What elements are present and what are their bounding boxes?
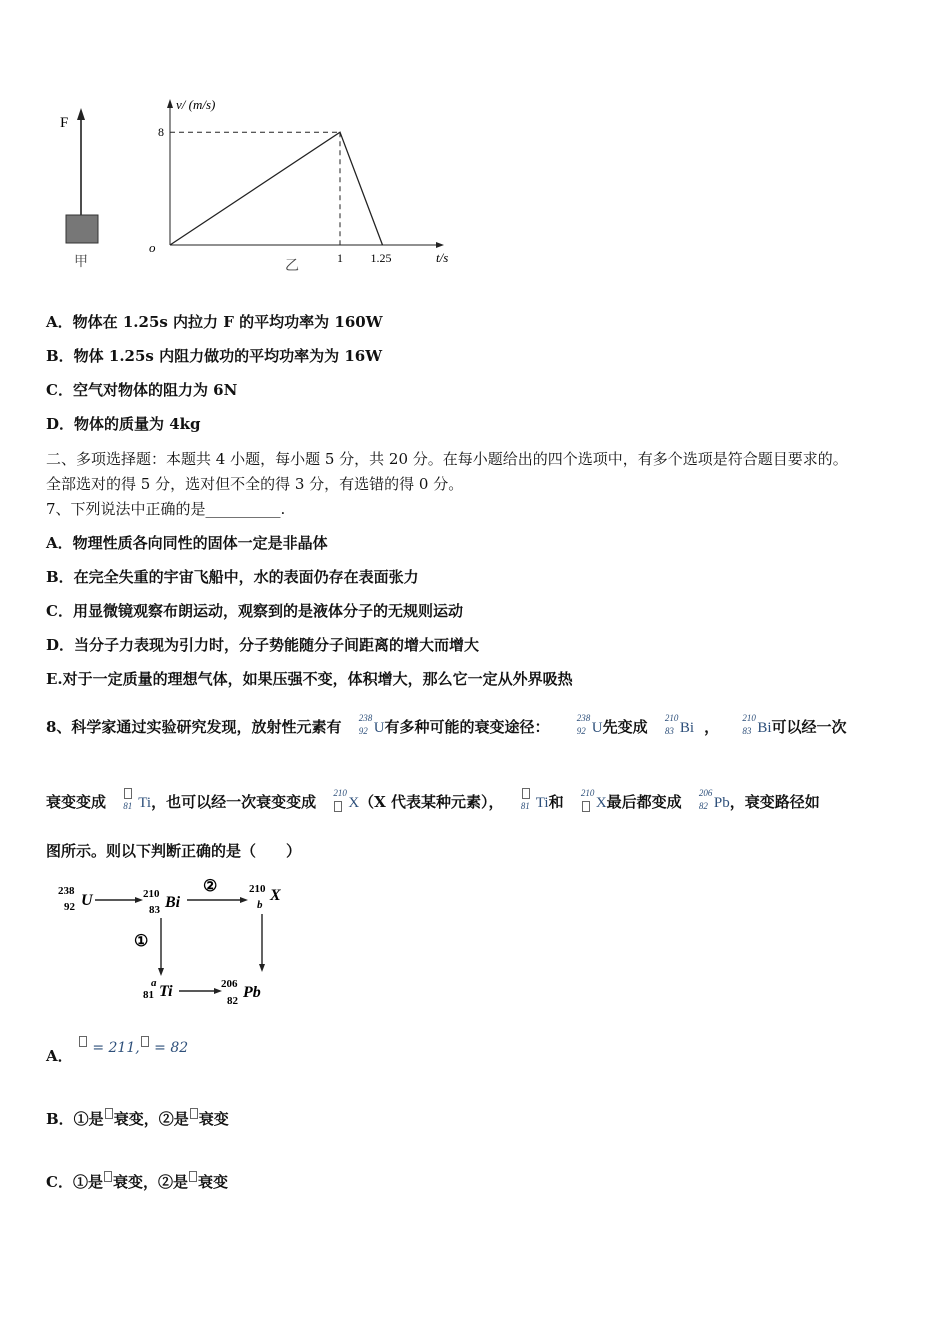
diagram-ti-symbol: Ti — [159, 983, 173, 1000]
isotope-bi210: 210 83 Bi — [664, 712, 695, 736]
isotope-u238-b: 238 92 U — [576, 712, 603, 736]
block — [66, 215, 98, 243]
q8-text-2e: 最后都变成 — [606, 793, 682, 811]
q8-option-c: C．①是 衰变，②是 衰变 — [46, 1173, 228, 1191]
diagram-bi-atomic: 83 — [149, 904, 160, 916]
diagram-ti-atomic: 81 — [143, 989, 154, 1001]
isotope-bi210-b: 210 83 Bi — [742, 712, 772, 736]
q8-line-3: 图所示。则以下判断正确的是（ ） — [46, 842, 302, 860]
missing-symbol-icon — [105, 1108, 113, 1119]
q8-text-2b: ，也可以经一次衰变变成 — [151, 793, 317, 811]
t-axis-arrow — [436, 242, 444, 248]
diagram-ti-mass: a — [151, 977, 157, 989]
q8-text-1c: 先变成 — [602, 718, 648, 736]
v-peak-tick-label: 8 — [158, 125, 164, 140]
q8-option-a-formula: = 211, = 82 — [78, 1040, 188, 1056]
origin-label: o — [149, 240, 156, 255]
diagram-pb-atomic: 82 — [227, 995, 238, 1007]
diagram-bi-symbol: Bi — [165, 894, 181, 911]
decay-path-diagram — [55, 870, 305, 1020]
velocity-series-line — [170, 132, 383, 245]
t1-tick-label: 1 — [337, 251, 343, 265]
q8-line-1 — [46, 712, 847, 737]
q8-text-2c: （X 代表某种元素）， — [359, 793, 504, 811]
q7-option-d: D．当分子力表现为引力时，分子势能随分子间距离的增大而增大 — [46, 636, 480, 654]
q8-text-2f: ，衰变路径如 — [729, 793, 820, 811]
arrow-x-to-pb-head — [259, 964, 265, 972]
arrow-bi-to-ti-head — [158, 968, 164, 976]
q8-text-1b: 有多种可能的衰变途径： — [384, 718, 550, 736]
q7-option-e: E.对于一定质量的理想气体，如果压强不变，体积增大，那么它一定从外界吸热 — [46, 670, 573, 688]
block-force-figure — [50, 100, 120, 275]
q7-stem: 7、下列说法中正确的是__________. — [46, 500, 286, 518]
section2-instructions-2: 全部选对的得 5 分，选对但不全的得 3 分，有选错的得 0 分。 — [46, 475, 464, 493]
q8-text-2a: 衰变变成 — [46, 793, 107, 811]
t2-tick-label: 1.25 — [370, 251, 392, 265]
diagram-x-mass: 210 — [249, 883, 266, 895]
q8-option-a — [46, 1040, 189, 1066]
t-axis-label: t/s — [436, 250, 449, 265]
q8-text-1a: 8、科学家通过实验研究发现，放射性元素有 — [46, 718, 342, 736]
isotope-pb206: 206 82 Pb — [698, 787, 730, 811]
arrow-u-to-bi-head — [135, 897, 143, 903]
q7-option-a: A．物理性质各向同性的固体一定是非晶体 — [46, 534, 328, 552]
graph-caption: 乙 — [285, 259, 299, 274]
diagram-x-atomic: b — [257, 899, 263, 911]
v-axis-arrow — [167, 99, 173, 108]
isotope-ti: 81 Ti — [123, 795, 151, 812]
section2-instructions-1: 二、多项选择题：本题共 4 小题，每小题 5 分，共 20 分。在每小题给出的四个选项中，有多个选项是符合题目要求的。 — [46, 450, 848, 468]
diagram-path-2-label: ② — [203, 878, 218, 895]
v-axis-label: v/ (m/s) — [176, 97, 216, 112]
isotope-x210-b: 210 X — [580, 787, 607, 811]
diagram-x-symbol: X — [270, 887, 281, 904]
q6-option-a: A．物体在 1.25s 内拉力 F 的平均功率为 160W — [46, 313, 383, 331]
block-caption: 甲 — [74, 255, 88, 270]
diagram-pb-mass: 206 — [221, 978, 238, 990]
q6-option-b: B．物体 1.25s 内阻力做功的平均功率为为 16W — [46, 347, 383, 365]
q8-option-b: B．①是 衰变，②是 衰变 — [46, 1110, 229, 1128]
isotope-u238: 238 92 U — [358, 712, 385, 736]
q6-option-c: C．空气对物体的阻力为 6N — [46, 381, 238, 399]
isotope-ti-b: 81 Ti — [521, 795, 549, 812]
diagram-u-mass: 238 — [58, 885, 75, 897]
q7-option-c: C．用显微镜观察布朗运动，观察到的是液体分子的无规则运动 — [46, 602, 463, 620]
missing-symbol-icon — [189, 1171, 197, 1182]
q8-text-2d: 和 — [548, 793, 564, 811]
diagram-pb-symbol: Pb — [243, 984, 261, 1001]
vt-graph — [140, 90, 470, 280]
q7-option-b: B．在完全失重的宇宙飞船中，水的表面仍存在表面张力 — [46, 568, 419, 586]
q8-line-2 — [46, 787, 820, 812]
q8-text-1d: ， — [704, 718, 720, 736]
diagram-path-1-label: ① — [134, 933, 149, 950]
diagram-u-atomic: 92 — [64, 901, 75, 913]
force-label: F — [60, 115, 69, 131]
missing-symbol-icon — [104, 1171, 112, 1182]
diagram-u-symbol: U — [81, 892, 93, 909]
q8-text-1e: 可以经一次 — [771, 718, 847, 736]
isotope-x210: 210 X — [333, 787, 360, 811]
arrow-bi-to-x-head — [240, 897, 248, 903]
diagram-bi-mass: 210 — [143, 888, 160, 900]
q6-option-d: D．物体的质量为 4kg — [46, 415, 201, 433]
missing-symbol-icon — [190, 1108, 198, 1119]
q8-option-a-label: A． — [46, 1047, 73, 1065]
force-arrowhead — [77, 108, 85, 120]
